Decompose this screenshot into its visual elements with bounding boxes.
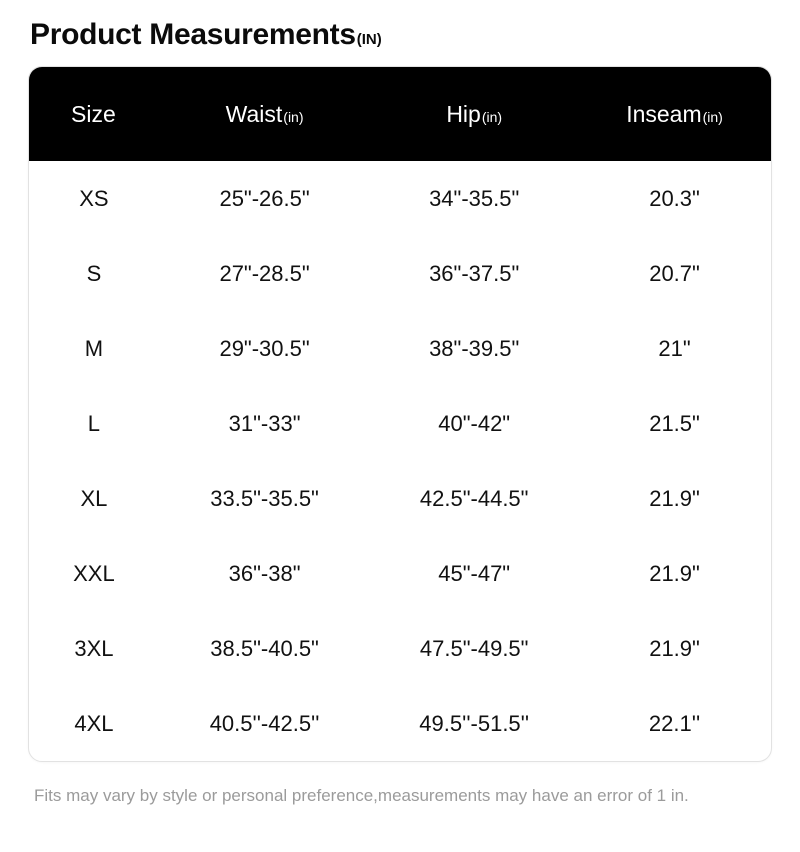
column-header-waist	[159, 67, 370, 161]
cell-inseam: 21.9"	[649, 635, 700, 661]
page-title	[30, 18, 772, 52]
cell-hip: 34"-35.5"	[429, 185, 520, 211]
page-title-text: Product Measurements	[30, 18, 356, 51]
cell-inseam: 21.9"	[649, 560, 700, 586]
cell-size: M	[84, 335, 104, 361]
column-header-waist-unit: (in)	[283, 108, 304, 125]
cell-hip: 42.5"-44.5"	[419, 485, 529, 511]
table-row	[29, 536, 771, 611]
column-header-waist-label: Waist	[225, 100, 283, 127]
table-row	[29, 386, 771, 461]
cell-size: L	[87, 410, 101, 436]
cell-hip: 38"-39.5"	[429, 335, 520, 361]
cell-waist: 38.5"-40.5"	[210, 635, 319, 661]
cell-hip: 49.5''-51.5''	[419, 710, 530, 736]
table-row	[29, 161, 771, 236]
cell-waist: 33.5"-35.5"	[210, 485, 319, 511]
column-header-hip-unit: (in)	[481, 108, 503, 125]
cell-waist: 25"-26.5"	[219, 185, 310, 211]
cell-size: S	[86, 260, 102, 286]
column-header-size	[29, 67, 159, 161]
cell-hip: 36"-37.5"	[429, 260, 520, 286]
cell-size: XL	[80, 485, 108, 511]
column-header-hip-label: Hip	[446, 100, 481, 127]
column-header-hip	[370, 67, 578, 161]
cell-hip: 40"-42"	[438, 410, 511, 436]
cell-hip: 47.5"-49.5"	[419, 635, 529, 661]
table-header	[29, 67, 771, 161]
footnote-text: Fits may vary by style or personal preference,measurements may have an error of 1 in.	[34, 786, 689, 805]
cell-inseam: 22.1''	[648, 710, 701, 736]
table-row	[29, 611, 771, 686]
table-row	[29, 461, 771, 536]
table-body	[29, 161, 771, 761]
table-row	[29, 686, 771, 761]
cell-waist: 29"-30.5"	[219, 335, 310, 361]
cell-inseam: 21.5"	[649, 410, 700, 436]
cell-inseam: 20.7"	[649, 260, 700, 286]
column-header-inseam-unit: (in)	[702, 108, 723, 125]
table-row	[29, 236, 771, 311]
measurements-table	[29, 67, 771, 761]
column-header-inseam-label: Inseam	[626, 100, 702, 127]
table-row	[29, 311, 771, 386]
cell-inseam: 21"	[658, 335, 691, 361]
cell-waist: 31"-33"	[228, 410, 301, 436]
cell-waist: 36"-38"	[228, 560, 301, 586]
cell-waist: 27"-28.5"	[219, 260, 310, 286]
measurements-table-card	[28, 66, 772, 762]
cell-size: XXL	[73, 560, 115, 586]
cell-inseam: 21.9"	[649, 485, 700, 511]
cell-size: 4XL	[74, 710, 114, 736]
cell-size: 3XL	[74, 635, 114, 661]
page-title-unit: (IN)	[356, 31, 382, 48]
column-header-size-label: Size	[71, 100, 116, 127]
cell-hip: 45"-47"	[438, 560, 511, 586]
cell-size: XS	[79, 185, 109, 211]
column-header-inseam	[578, 67, 771, 161]
cell-inseam: 20.3"	[649, 185, 700, 211]
cell-waist: 40.5''-42.5''	[209, 710, 320, 736]
table-header-row	[29, 67, 771, 161]
